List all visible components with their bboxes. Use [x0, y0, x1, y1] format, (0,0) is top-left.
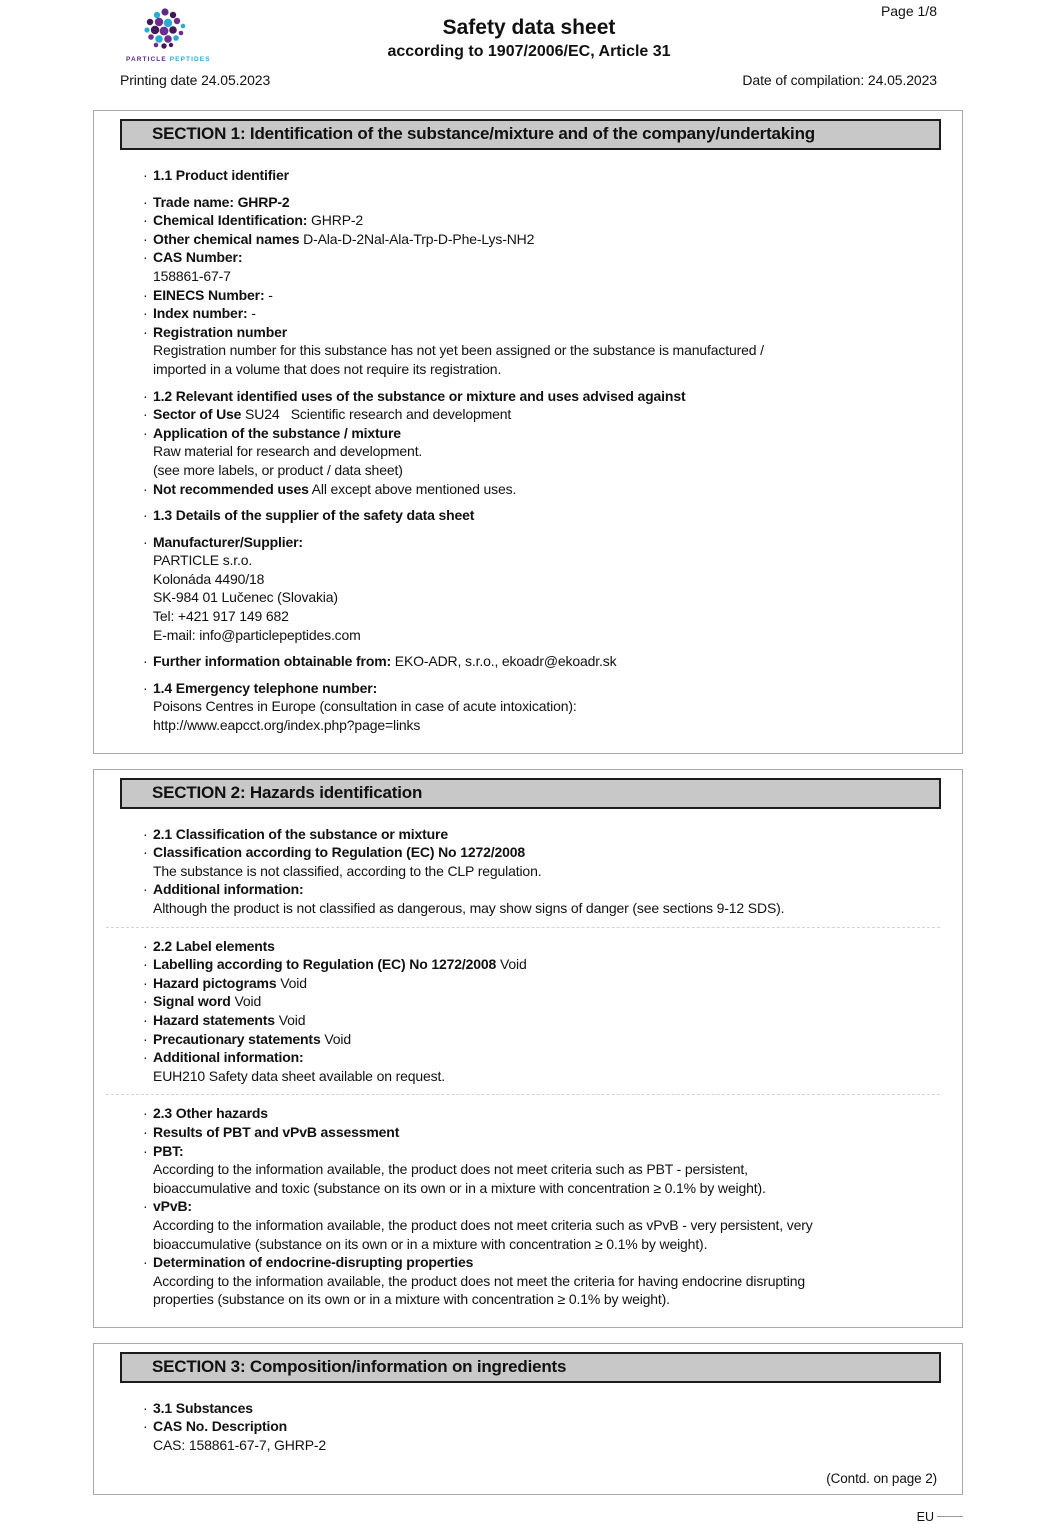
sds-line [94, 533, 952, 552]
bullet-dot: · [143, 1399, 148, 1416]
region-rule [937, 1516, 963, 1517]
sds-label: Hazard pictograms [153, 974, 277, 991]
sds-line [94, 1399, 952, 1418]
sds-line [94, 424, 952, 443]
sds-label: Determination of endocrine-disrupting properties [153, 1254, 474, 1271]
bullet-dot: · [143, 653, 148, 670]
sds-label: CAS Number: [153, 249, 243, 266]
sds-line [94, 360, 952, 379]
sections-container [93, 110, 963, 1524]
sds-line [94, 1253, 952, 1272]
bullet-dot: · [143, 974, 148, 991]
sds-line [94, 1179, 952, 1198]
sds-text: The substance is not classified, according to the CLP regulation. [153, 862, 542, 879]
subsection-group [94, 166, 952, 185]
dashed-separator [106, 1094, 940, 1095]
sds-label: Classification according to Regulation (EC) No 1272/2008 [153, 844, 526, 861]
sds-line [94, 551, 952, 570]
sds-line [94, 286, 952, 305]
subsection-group [94, 533, 952, 645]
bullet-dot: · [143, 533, 148, 550]
sds-line [94, 1011, 952, 1030]
sds-text: D-Ala-D-2Nal-Ala-Trp-D-Phe-Lys-NH2 [299, 230, 535, 247]
sds-label: Chemical Identification: [153, 212, 308, 229]
sds-line [94, 405, 952, 424]
sds-line [94, 1272, 952, 1291]
subsection-group [94, 193, 952, 379]
sds-label: Trade name: GHRP-2 [153, 193, 290, 210]
subsection-group [94, 825, 952, 918]
sds-line [94, 461, 952, 480]
sds-label: 2.2 Label elements [153, 937, 275, 954]
sds-line [94, 697, 952, 716]
sds-label: PBT: [153, 1142, 184, 1159]
sds-text: SK-984 01 Lučenec (Slovakia) [153, 589, 338, 606]
bullet-dot: · [143, 480, 148, 497]
bullet-dot: · [143, 212, 148, 229]
sds-line [94, 1417, 952, 1436]
subsection-group [94, 506, 952, 525]
bullet-dot: · [143, 881, 148, 898]
bullet-dot: · [143, 1123, 148, 1140]
sds-text: EKO-ADR, s.r.o., ekoadr@ekoadr.sk [391, 653, 617, 670]
bullet-dot: · [143, 193, 148, 210]
sds-line [94, 1123, 952, 1142]
sds-label: vPvB: [153, 1198, 192, 1215]
sds-line [94, 1197, 952, 1216]
region-label: EU [916, 1509, 934, 1524]
sds-line [94, 862, 952, 881]
bullet-dot: · [143, 1254, 148, 1271]
sds-label: 1.2 Relevant identified uses of the substance or mixture and uses advised against [153, 387, 686, 404]
bullet-dot: · [143, 507, 148, 524]
sds-text: GHRP-2 [307, 212, 364, 229]
sds-line [94, 607, 952, 626]
document-header [0, 0, 1058, 100]
sds-label: Further information obtainable from: [153, 653, 392, 670]
bullet-dot: · [143, 286, 148, 303]
sds-label: Sector of Use [153, 406, 242, 423]
bullet-dot: · [143, 825, 148, 842]
subsection-group [94, 679, 952, 735]
logo-word-peptides: PEPTIDES [169, 56, 211, 63]
sds-label: Manufacturer/Supplier: [153, 533, 303, 550]
sds-line [94, 387, 952, 406]
sds-line [94, 1216, 952, 1235]
page-number: Page 1/8 [880, 3, 937, 19]
sds-text: According to the information available, the product does not meet criteria such as PBT - persistent, [153, 1161, 748, 1178]
bullet-dot: · [143, 844, 148, 861]
sds-label: EINECS Number: [153, 286, 265, 303]
sds-label: Other chemical names [153, 230, 300, 247]
sds-line [94, 880, 952, 899]
bullet-dot: · [143, 1011, 148, 1028]
sds-label: 2.3 Other hazards [153, 1105, 268, 1122]
bullet-dot: · [143, 1105, 148, 1122]
section-header: SECTION 2: Hazards identification [120, 778, 941, 809]
bullet-dot: · [143, 993, 148, 1010]
subsection-group [94, 1399, 952, 1455]
section-content [94, 150, 962, 745]
sds-line [94, 267, 952, 286]
sds-line [94, 652, 952, 671]
logo-word-particle: PARTICLE [126, 56, 167, 63]
subsection-group [94, 652, 952, 671]
sds-label: 2.1 Classification of the substance or mixture [153, 825, 448, 842]
sds-text: Void [320, 1030, 351, 1047]
sds-line [94, 304, 952, 323]
section-box-2 [93, 769, 963, 1328]
sds-line [94, 193, 952, 212]
sds-text: bioaccumulative (substance on its own or in a mixture with concentration ≥ 0.1% by weight). [153, 1235, 708, 1252]
sds-line [94, 955, 952, 974]
bullet-dot: · [143, 1049, 148, 1066]
sds-label: Application of the substance / mixture [153, 424, 401, 441]
bullet-dot: · [143, 679, 148, 696]
bullet-dot: · [143, 1142, 148, 1159]
sds-line [94, 899, 952, 918]
bullet-dot: · [143, 956, 148, 973]
sds-line [94, 1436, 952, 1455]
document-subtitle: according to 1907/2006/EC, Article 31 [387, 43, 671, 60]
sds-label: Index number: [153, 305, 248, 322]
sds-label: Not recommended uses [153, 480, 309, 497]
subsection-group [94, 1104, 952, 1309]
sds-line [94, 679, 952, 698]
bullet-dot: · [143, 249, 148, 266]
sds-label: 1.3 Details of the supplier of the safety data sheet [153, 507, 475, 524]
bullet-dot: · [143, 387, 148, 404]
sds-text: According to the information available, the product does not meet the criteria for having endocrine disrupting [153, 1272, 806, 1289]
sds-label: 3.1 Substances [153, 1399, 253, 1416]
sds-line [94, 1048, 952, 1067]
sds-label: Signal word [153, 993, 231, 1010]
sds-label: Results of PBT and vPvB assessment [153, 1123, 400, 1140]
sds-text: Void [276, 974, 307, 991]
sds-text: CAS: 158861-67-7, GHRP-2 [153, 1437, 327, 1454]
bullet-dot: · [143, 424, 148, 441]
sds-text: Tel: +421 917 149 682 [153, 608, 289, 625]
bullet-dot: · [143, 323, 148, 340]
sds-line [94, 937, 952, 956]
sds-line [94, 843, 952, 862]
sds-line [94, 1104, 952, 1123]
sds-line [94, 211, 952, 230]
compilation-date: Date of compilation: 24.05.2023 [742, 72, 937, 88]
sds-line [94, 442, 952, 461]
bullet-dot: · [143, 1418, 148, 1435]
sds-text: EUH210 Safety data sheet available on request. [153, 1067, 445, 1084]
sds-line [94, 1067, 952, 1086]
sds-text: 158861-67-7 [153, 267, 231, 284]
sds-line [94, 480, 952, 499]
sds-label: Registration number [153, 323, 288, 340]
sds-text: Kolonáda 4490/18 [153, 570, 265, 587]
section-box-3 [93, 1343, 963, 1495]
sds-line [94, 1290, 952, 1309]
sds-line [94, 506, 952, 525]
sds-line [94, 588, 952, 607]
bullet-dot: · [143, 406, 148, 423]
sds-line [94, 1160, 952, 1179]
bullet-dot: · [143, 230, 148, 247]
sds-line [94, 992, 952, 1011]
sds-line [94, 341, 952, 360]
sds-label: Precautionary statements [153, 1030, 321, 1047]
continued-note: (Contd. on page 2) [826, 1470, 937, 1486]
sds-label: Additional information: [153, 881, 304, 898]
document-title: Safety data sheet [442, 16, 616, 39]
sds-text: Raw material for research and development. [153, 443, 423, 460]
sds-text: Void [230, 993, 262, 1010]
printing-date: Printing date 24.05.2023 [120, 72, 271, 88]
sds-line [94, 230, 952, 249]
sds-label: Additional information: [153, 1049, 304, 1066]
sds-text: SU24 Scientific research and development [241, 406, 512, 423]
bullet-dot: · [143, 1198, 148, 1215]
sds-line [94, 716, 952, 735]
sds-line [94, 323, 952, 342]
sds-label: Labelling according to Regulation (EC) No 1272/2008 [153, 956, 497, 973]
sds-line [94, 1142, 952, 1161]
sds-text: Registration number for this substance has not yet been assigned or the substance is manufactured / [153, 342, 764, 359]
sds-label: Hazard statements [153, 1011, 275, 1028]
sds-text: Void [496, 956, 527, 973]
sds-text: (see more labels, or product / data sheet) [153, 461, 403, 478]
dashed-separator [106, 927, 940, 928]
subsection-group [94, 387, 952, 499]
sds-text: Poisons Centres in Europe (consultation in case of acute intoxication): [153, 698, 577, 715]
sds-text: - [264, 286, 273, 303]
sds-label: CAS No. Description [153, 1418, 288, 1435]
sds-line [94, 974, 952, 993]
dates-row [120, 72, 937, 88]
section-content [94, 1383, 962, 1465]
sds-text: http://www.eapcct.org/index.php?page=links [153, 717, 421, 734]
sds-text: imported in a volume that does not require its registration. [153, 360, 502, 377]
section-header: SECTION 3: Composition/information on ingredients [120, 1352, 941, 1383]
title-block [0, 16, 1058, 62]
region-footer [93, 1510, 963, 1524]
sds-line [94, 626, 952, 645]
sds-text: All except above mentioned uses. [308, 480, 517, 497]
bullet-dot: · [143, 305, 148, 322]
bullet-dot: · [143, 937, 148, 954]
sds-text: According to the information available, the product does not meet criteria such as vPvB - very persistent, very [153, 1216, 813, 1233]
sds-text: bioaccumulative and toxic (substance on its own or in a mixture with concentration ≥ 0.1% by weight). [153, 1179, 766, 1196]
sds-line [94, 248, 952, 267]
sds-text: E-mail: info@particlepeptides.com [153, 626, 361, 643]
section-header: SECTION 1: Identification of the substance/mixture and of the company/undertaking [120, 119, 941, 150]
sds-line [94, 570, 952, 589]
sds-text: properties (substance on its own or in a mixture with concentration ≥ 0.1% by weight). [153, 1291, 670, 1308]
sds-label: 1.1 Product identifier [153, 167, 289, 183]
bullet-dot: · [143, 167, 148, 183]
sds-text: Void [274, 1011, 306, 1028]
sds-text: PARTICLE s.r.o. [153, 552, 253, 569]
section-content [94, 809, 962, 1319]
sds-label: 1.4 Emergency telephone number: [153, 679, 378, 696]
bullet-dot: · [143, 1030, 148, 1047]
sds-line [94, 166, 952, 185]
sds-line [94, 1030, 952, 1049]
sds-text: - [247, 305, 256, 322]
section-box-1 [93, 110, 963, 754]
sds-line [94, 1235, 952, 1254]
sds-text: Although the product is not classified as dangerous, may show signs of danger (see sections 9-12 SDS). [153, 900, 785, 916]
sds-line [94, 825, 952, 844]
subsection-group [94, 937, 952, 1086]
